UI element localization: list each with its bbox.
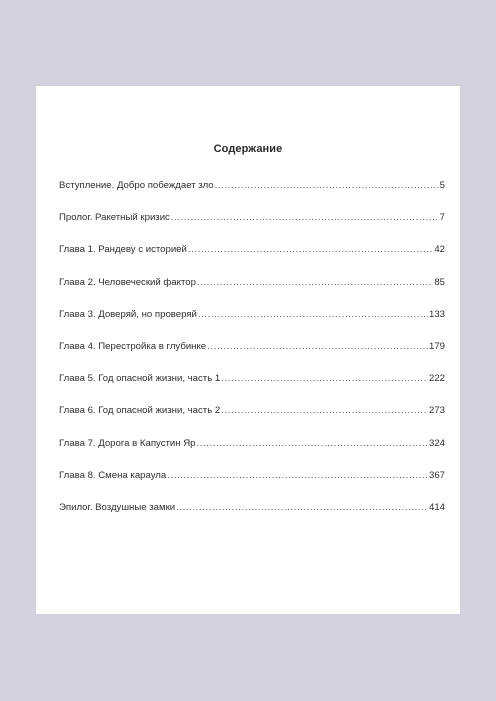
toc-dot-leader [188, 244, 433, 255]
toc-entry-title: Глава 4. Перестройка в глубинке [59, 340, 207, 352]
toc-entry-page: 414 [428, 501, 445, 513]
toc-entry-page: 273 [428, 405, 445, 417]
toc-dot-leader [215, 180, 439, 191]
toc-entry-page: 7 [439, 212, 445, 224]
toc-entry [59, 341, 445, 373]
toc-entry-title: Пролог. Ракетный кризис [59, 212, 170, 224]
toc-dot-leader [176, 502, 428, 513]
toc-dot-leader [207, 341, 428, 352]
document-page [36, 86, 460, 614]
toc-entry [59, 277, 445, 309]
toc-entry-title: Вступление. Добро побеждает зло [59, 180, 214, 191]
toc-dot-leader [167, 470, 428, 481]
toc-entry-page: 42 [434, 244, 445, 256]
toc-dot-leader [221, 405, 428, 416]
toc-entry-page: 222 [428, 373, 445, 385]
toc-entry-page: 85 [434, 276, 445, 288]
toc-entry-title: Глава 6. Год опасной жизни, часть 2 [59, 405, 221, 417]
toc-entry-page: 133 [428, 308, 445, 320]
toc-entry-title: Глава 1. Рандеву с историей [59, 244, 187, 256]
toc-list [59, 180, 445, 534]
toc-entry [59, 244, 445, 276]
toc-entry-title: Эпилог. Воздушные замки [59, 501, 176, 513]
toc-dot-leader [198, 309, 428, 320]
toc-entry [59, 470, 445, 502]
toc-entry-title: Глава 7. Дорога в Капустин Яр [59, 437, 196, 449]
toc-heading: Содержание [213, 143, 283, 155]
toc-entry [59, 502, 445, 534]
toc-entry [59, 373, 445, 405]
toc-entry [59, 309, 445, 341]
toc-entry [59, 405, 445, 437]
toc-dot-leader [197, 277, 433, 288]
toc-entry [59, 438, 445, 470]
toc-dot-leader [171, 212, 439, 223]
toc-entry-title: Глава 5. Год опасной жизни, часть 1 [59, 373, 221, 385]
toc-entry-page: 324 [428, 437, 445, 449]
toc-entry [59, 212, 445, 244]
toc-entry-page: 5 [439, 180, 445, 191]
toc-entry-title: Глава 2. Человеческий фактор [59, 276, 196, 288]
toc-entry-title: Глава 3. Доверяй, но проверяй [59, 308, 197, 320]
toc-dot-leader [221, 373, 428, 384]
toc-dot-leader [197, 438, 428, 449]
toc-entry-page: 179 [428, 340, 445, 352]
toc-entry [59, 180, 445, 212]
toc-entry-title: Глава 8. Смена караула [59, 469, 167, 481]
toc-entry-page: 367 [428, 469, 445, 481]
